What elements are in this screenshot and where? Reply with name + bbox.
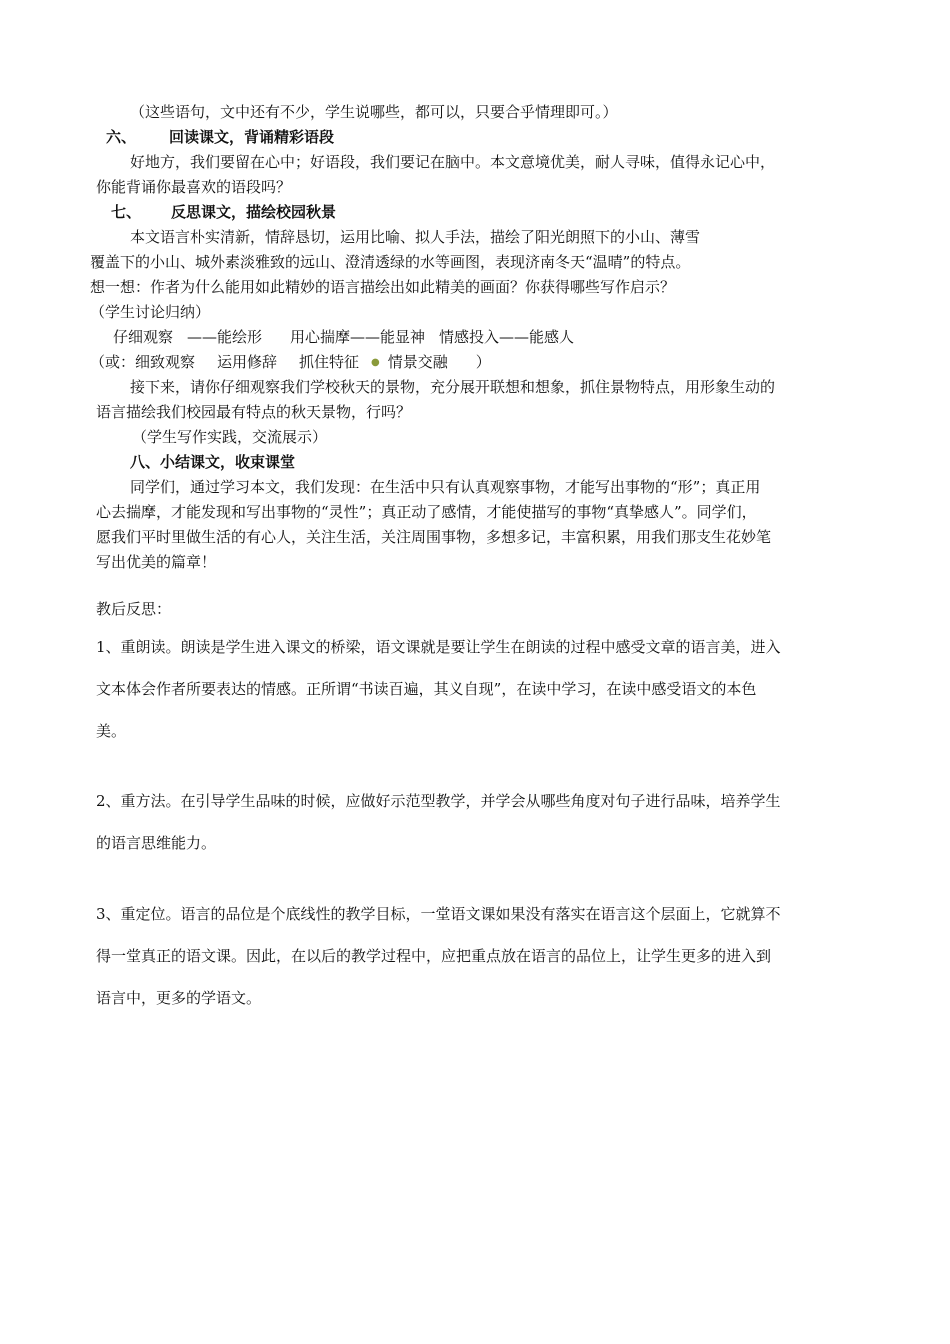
reflection-line: 的语言思维能力。 (96, 834, 217, 852)
text-line: （这些语句，文中还有不少，学生说哪些，都可以，只要合乎情理即可。） (130, 103, 618, 121)
summary-item: ——能绘形 (187, 328, 263, 346)
reflection-line: 1、重朗读。朗读是学生进入课文的桥梁，语文课就是要让学生在朗读的过程中感受文章的语言美，进入 (96, 638, 781, 656)
text-line: （学生讨论归纳） (90, 303, 211, 321)
text-line: 语言描绘我们校园最有特点的秋天景物，行吗？ (96, 403, 412, 421)
reflection-line: 2、重方法。在引导学生品味的时候，应做好示范型教学，并学会从哪些角度对句子进行品味，培养学生 (96, 792, 781, 810)
reflection-line: 语言中，更多的学语文。 (96, 989, 262, 1007)
alt-summary-line (90, 351, 491, 374)
section-heading-6 (106, 126, 334, 148)
reflection-line: 文本体会作者所要表达的情感。正所谓“书读百遍，其义自现”，在读中学习，在读中感受语文的本色 (96, 680, 757, 698)
text-line: 覆盖下的小山、城外素淡雅致的远山、澄清透绿的水等画图，表现济南冬天“温晴”的特点。 (90, 253, 691, 271)
text-line: 好地方，我们要留在心中；好语段，我们要记在脑中。本文意境优美，耐人寻味，值得永记心中， (130, 153, 776, 171)
summary-item: 情景交融 (387, 353, 448, 371)
summary-line (113, 326, 574, 348)
reflection-line: 得一堂真正的语文课。因此，在以后的教学过程中，应把重点放在语言的品位上，让学生更多的进入到 (96, 947, 772, 965)
summary-item: 抓住特征 (299, 353, 360, 371)
summary-item: 运用修辞 (217, 353, 278, 371)
summary-item: 情感投入——能感人 (439, 328, 575, 346)
text-line: 心去揣摩，才能发现和写出事物的“灵性”；真正动了感情，才能使描写的事物“真挚感人”。同学们， (96, 503, 757, 521)
section-number: 七、 (111, 203, 142, 221)
reflection-line: 美。 (96, 722, 127, 740)
text-line: （学生写作实践，交流展示） (132, 428, 328, 446)
summary-item: 用心揣摩——能显神 (290, 328, 426, 346)
text-line: 你能背诵你最喜欢的语段吗？ (96, 178, 292, 196)
reflection-title: 教后反思： (96, 600, 172, 618)
summary-item: ） (475, 353, 491, 371)
text-line: 写出优美的篇章！ (96, 553, 217, 571)
text-line: 接下来，请你仔细观察我们学校秋天的景物，充分展开联想和想象，抓住景物特点，用形象生动的 (130, 378, 776, 396)
text-line: 愿我们平时里做生活的有心人，关注生活，关注周围事物，多想多记，丰富积累，用我们那支生花妙笔 (96, 528, 772, 546)
reflection-line: 3、重定位。语言的品位是个底线性的教学目标，一堂语文课如果没有落实在语言这个层面上，它就算不 (96, 905, 781, 923)
summary-item: 仔细观察 (113, 328, 174, 346)
text-line: 本文语言朴实清新，情辞恳切，运用比喻、拟人手法，描绘了阳光朗照下的小山、薄雪 (130, 228, 701, 246)
summary-item: （或：细致观察 (90, 353, 196, 371)
section-heading-7 (111, 201, 336, 223)
text-line: 想一想：作者为什么能用如此精妙的语言描绘出如此精美的画面？你获得哪些写作启示？ (90, 278, 676, 296)
text-line: 同学们，通过学习本文，我们发现：在生活中只有认真观察事物，才能写出事物的“形”；真正用 (130, 478, 761, 496)
section-title: 反思课文，描绘校园秋景 (171, 203, 337, 221)
section-heading-8: 八、小结课文，收束课堂 (130, 453, 296, 471)
section-number: 六、 (106, 128, 137, 146)
section-title: 回读课文，背诵精彩语段 (169, 128, 335, 146)
dot-mark-icon: ● (371, 357, 380, 368)
